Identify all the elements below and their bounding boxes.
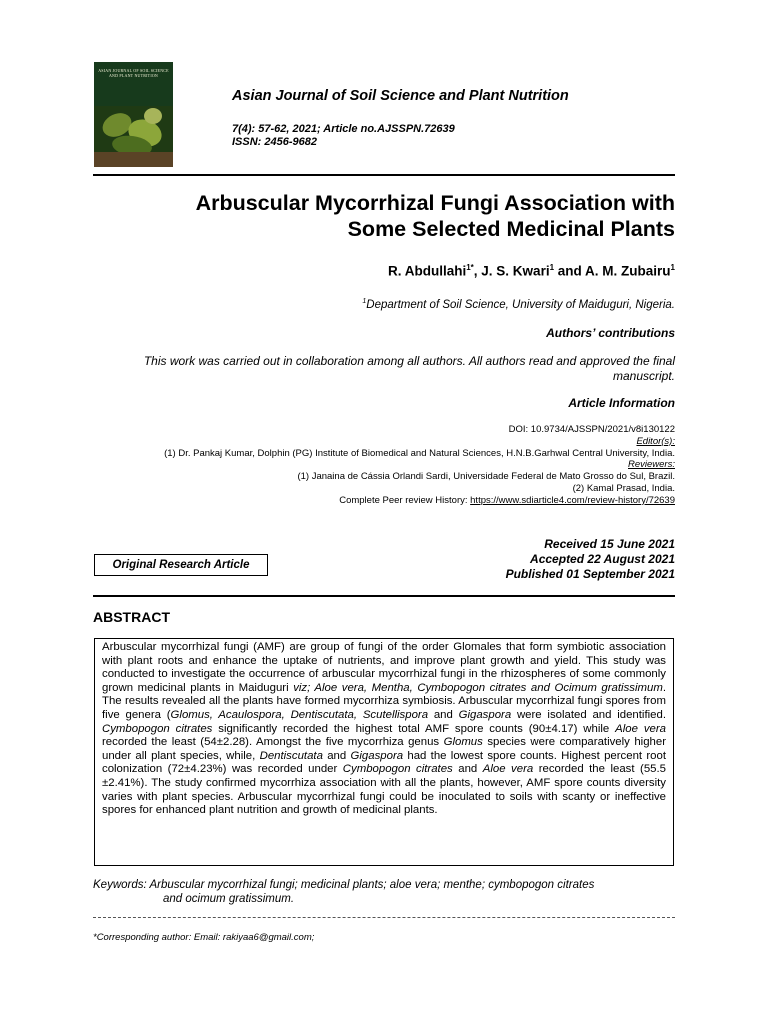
journal-name: Asian Journal of Soil Science and Plant Nutrition — [232, 88, 569, 104]
abstract-divider — [93, 595, 675, 597]
article-type-box: Original Research Article — [94, 554, 268, 576]
publication-dates — [506, 537, 675, 582]
reviewer-entry: (2) Kamal Prasad, India. — [572, 482, 675, 494]
accepted-date: Accepted 22 August 2021 — [530, 552, 675, 566]
keywords: Keywords: Arbuscular mycorrhizal fungi; medicinal plants; aloe vera; menthe; cymbopogon citrates and ocimum gratissimum. — [93, 879, 595, 905]
received-date: Received 15 June 2021 — [544, 537, 675, 551]
reviewers-label: Reviewers: — [628, 459, 675, 471]
cover-title: ASIAN JOURNAL OF SOIL SCIENCE AND PLANT NUTRITION — [98, 68, 169, 78]
doi: DOI: 10.9734/AJSSPN/2021/v8i130122 — [508, 424, 675, 435]
author-name: R. Abdullahi — [387, 263, 467, 279]
editor-entry: (1) Dr. Pankaj Kumar, Dolphin (PG) Institute of Biomedical and Natural Sciences, H.N.B.Garhwal Central University, India. — [164, 447, 675, 459]
author-name: J. S. Kwari — [481, 263, 550, 279]
author-name: A. M. Zubairu — [585, 263, 671, 279]
article-info — [75, 424, 675, 507]
journal-cover-image — [94, 62, 173, 167]
journal-volume: 7(4): 57-62, 2021; Article no.AJSSPN.72639 — [232, 123, 455, 135]
contributions-heading: Authors’ contributions — [546, 326, 675, 340]
published-date: Published 01 September 2021 — [505, 567, 675, 581]
abstract-box: Arbuscular mycorrhizal fungi (AMF) are group of fungi of the order Glomales that form symbiotic association with plant roots and enhance the uptake of nutrients, and improve plant growth and yield. This study was conducted to investigate the occurrence of arbuscular mycorrhizal fungi in the rhizospheres of some commonly grown medicinal plants in Maiduguri viz; Aloe vera, Mentha, Cymbopogon citrates and Ocimum gratissimum. The results revealed all the plants have formed mycorrhiza symbiosis. Arbuscular mycorrhizal fungi spores from five genera (Glomus, Acaulospora, Dentiscutata, Scutellispora and Gigaspora were isolated and identified. Cymbopogon citrates significantly recorded the highest total AMF spore counts (90±4.17) while Aloe vera recorded the least (54±2.28). Amongst the five mycorrhiza genus Glomus species were comparatively higher under all plant species, while, Dentiscutata and Gigaspora had the lowest spore counts. Highest percent root colonization (72±4.23%) was recorded under Cymbopogon citrates and Aloe vera recorded the least (55.5 ±2.41%). The study confirmed mycorrhiza association with all the plants, however, AMF spore counts diversity varies with plant species. Arbuscular mycorrhizal fungi could be inoculated to soils with scanty or ineffective spores for enhanced plant nutrition and growth of medicinal plants. — [94, 638, 674, 866]
affiliation: $^1$Department of Soil Science, University of Maiduguri, Nigeria. — [362, 298, 675, 311]
footnote-divider — [93, 917, 675, 918]
peer-review-history: Complete Peer review History: https://www.sdiarticle4.com/review-history/72639 — [339, 494, 675, 506]
reviewer-entry: (1) Janaina de Cássia Orlandi Sardi, Universidade Federal de Mato Grosso do Sul, Brazil. — [297, 471, 675, 483]
corresponding-author: *Corresponding author: Email: rakiyaa6@gmail.com; — [93, 932, 315, 943]
contributions-text: This work was carried out in collaboration among all authors. All authors read and approved the final manuscript. — [143, 354, 675, 383]
peer-review-link[interactable]: https://www.sdiarticle4.com/review-history/72639 — [470, 494, 675, 506]
editors-label: Editor(s): — [636, 435, 675, 447]
article-info-heading: Article Information — [568, 396, 675, 410]
article-title: Arbuscular Mycorrhizal Fungi Association with Some Selected Medicinal Plants — [195, 191, 675, 241]
abstract-heading: ABSTRACT — [93, 609, 170, 625]
author-list: R. Abdullahi$^{1*}$, J. S. Kwari$^1$ and A. M. Zubairu$^1$ — [387, 263, 675, 279]
header-divider — [93, 174, 675, 176]
journal-issn: ISSN: 2456-9682 — [232, 136, 317, 148]
